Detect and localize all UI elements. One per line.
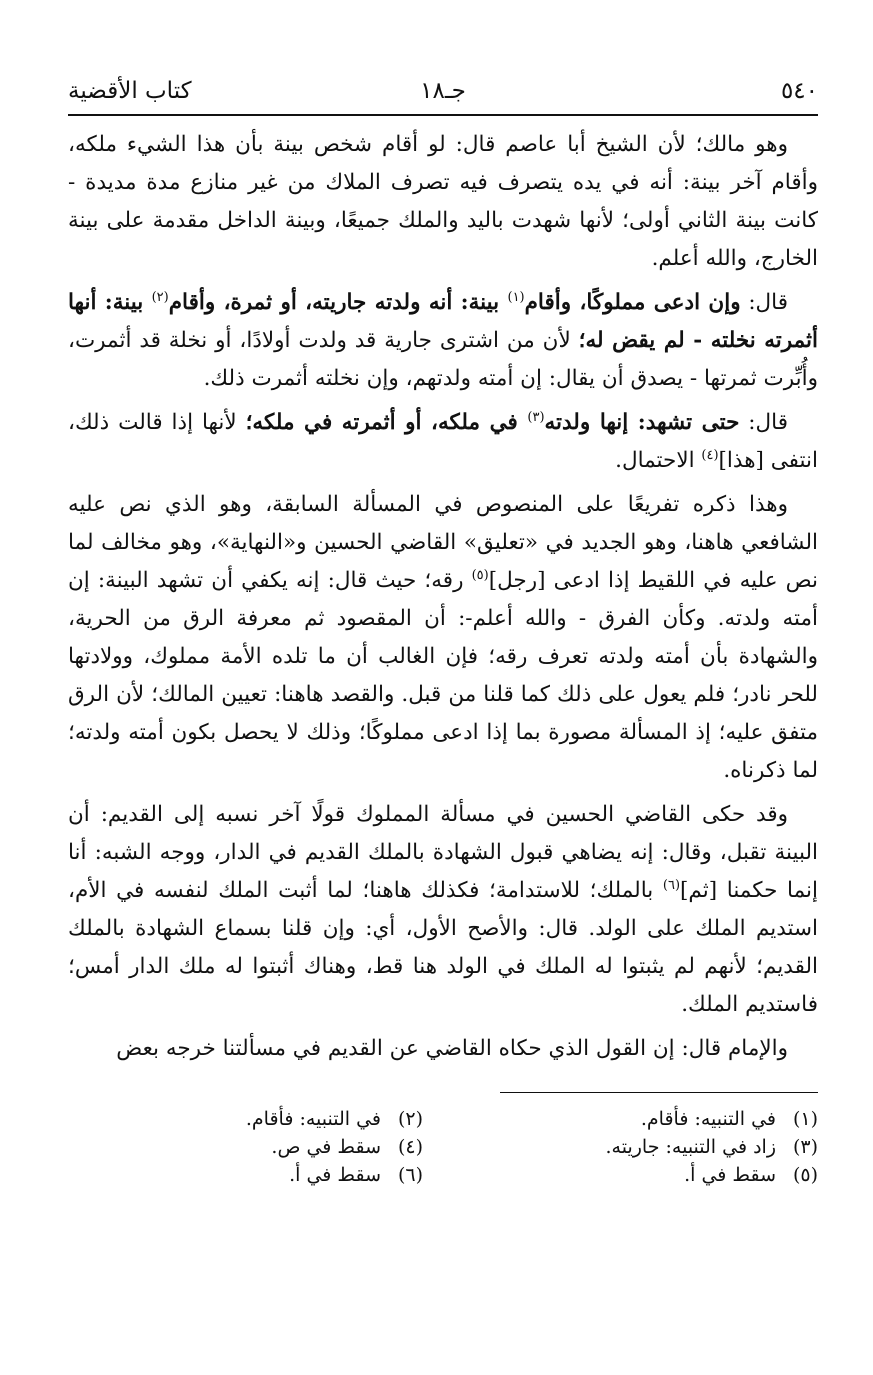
page-number: ٥٤٠ xyxy=(780,78,818,104)
text-segment: حتى تشهد: إنها ولدته xyxy=(544,410,740,435)
text-segment: قال: xyxy=(740,290,789,315)
footnote-text: سقط في أ. xyxy=(289,1164,381,1186)
footnote xyxy=(68,1161,423,1189)
footnotes xyxy=(68,1105,818,1189)
paragraph xyxy=(68,1030,818,1068)
footnote-marker: (١) xyxy=(507,289,525,305)
footnote-number: (٥) xyxy=(792,1164,818,1186)
text-segment: في ملكه، أو أثمرته في ملكه؛ xyxy=(245,410,528,435)
footnote-marker: (٢) xyxy=(151,289,169,305)
volume-number: جـ١٨ xyxy=(420,78,466,104)
paragraph xyxy=(68,404,818,480)
footnote-text: زاد في التنبيه: جاريته. xyxy=(605,1136,776,1158)
footnote xyxy=(463,1161,818,1189)
paragraph xyxy=(68,126,818,278)
footnote-text: في التنبيه: فأقام. xyxy=(245,1108,381,1130)
paragraph xyxy=(68,486,818,790)
running-header xyxy=(68,70,818,116)
text-segment: رقه؛ حيث قال: إنه يكفي أن تشهد البينة: إن أمته ولدته. وكأن الفرق - والله أعلم-: أن المقصود ثم معرفة الرق من الحرية، والشهادة بأن أمته ولدته تعرف رقه؛ فإن الغالب أن ما تلده الأمة مملوك، وولادتها للحر نادر؛ فلم يعول على ذلك كما قلنا من قبل. والقصد هاهنا: تعيين المالك؛ لأن الرق متفق عليه؛ إذ المسألة مصورة بما إذا ادعى مملوكًا؛ وذلك لا يحصل بكون أمته ولدته؛ لما ذكرناه. xyxy=(68,568,818,783)
text-segment: والإمام قال: إن القول الذي حكاه القاضي عن القديم في مسألتنا خرجه بعض xyxy=(116,1036,788,1061)
text-segment: بينة: أنه ولدته جاريته، أو ثمرة، وأقام xyxy=(168,290,508,315)
book-page xyxy=(68,70,818,1189)
footnote-marker: (٥) xyxy=(471,567,489,583)
text-segment: بالملك؛ للاستدامة؛ فكذلك هاهنا؛ لما أثبت الملك لنفسه في الأم، استديم الملك على الولد. قال: والأصح الأول، أي: وإن قلنا بسماع الشهادة بالملك القديم؛ لأنهم لم يثبتوا له الملك في الولد هنا قط، وهناك أثبتوا له ملك الدار أمس؛ فاستديم الملك. xyxy=(68,878,818,1017)
footnote xyxy=(68,1133,423,1161)
footnote-marker: (٤) xyxy=(701,447,719,463)
paragraph xyxy=(68,284,818,398)
text-segment: وإن ادعى مملوكًا، وأقام xyxy=(524,290,741,315)
footnote-marker: (٣) xyxy=(527,409,545,425)
footnote-number: (٦) xyxy=(397,1164,423,1186)
paragraph xyxy=(68,796,818,1024)
footnote-number: (١) xyxy=(792,1108,818,1130)
main-text xyxy=(68,126,818,1068)
text-segment: لأن من اشترى جارية قد ولدت أولادًا، أو نخلة قد أثمرت، وأُبِّرت ثمرتها - يصدق أن يقال: إن أمته ولدتهم، وإن نخلته أثمرت ذلك. xyxy=(68,328,818,391)
footnote-marker: (٦) xyxy=(662,877,681,893)
book-title: كتاب الأقضية xyxy=(68,78,192,104)
footnote-text: في التنبيه: فأقام. xyxy=(640,1108,776,1130)
footnote-number: (٢) xyxy=(397,1108,423,1130)
footnote-number: (٣) xyxy=(792,1136,818,1158)
footnote-text: سقط في ص. xyxy=(271,1136,381,1158)
footnote xyxy=(463,1105,818,1133)
text-segment: لأنها إذا قالت ذلك، انتفى [هذا] xyxy=(68,410,818,473)
text-segment: وهذا ذكره تفريعًا على المنصوص في المسألة السابقة، وهو الذي نص عليه الشافعي هاهنا، وهو الجديد في «تعليق» القاضي الحسين و«النهاية»، وهو مخالف لما نص عليه في اللقيط إذا ادعى [رجل] xyxy=(68,492,818,593)
footnote xyxy=(68,1105,423,1133)
footnote-text: سقط في أ. xyxy=(684,1164,776,1186)
footnote-divider xyxy=(500,1092,818,1093)
footnote xyxy=(463,1133,818,1161)
text-segment: وقد حكى القاضي الحسين في مسألة المملوك قولًا آخر نسبه إلى القديم: أن البينة تقبل، وقال: إنه يضاهي قبول الشهادة بالملك القديم في الدار، ووجه الشبه: أنا إنما حكمنا [ثم] xyxy=(68,802,818,903)
text-segment: الاحتمال. xyxy=(615,448,702,473)
footnote-number: (٤) xyxy=(397,1136,423,1158)
text-segment: بينة: أنها أثمرته نخلته - لم يقض له؛ xyxy=(68,290,819,353)
text-segment: قال: xyxy=(739,410,788,435)
text-segment: وهو مالك؛ لأن الشيخ أبا عاصم قال: لو أقام شخص بينة بأن هذا الشيء ملكه، وأقام آخر بينة: أنه في يده يتصرف فيه تصرف الملاك من غير منازع مدة مديدة - كانت بينة الثاني أولى؛ لأنها شهدت باليد والملك جميعًا، وبينة الداخل مقدمة على بينة الخارج، والله أعلم. xyxy=(68,132,818,271)
